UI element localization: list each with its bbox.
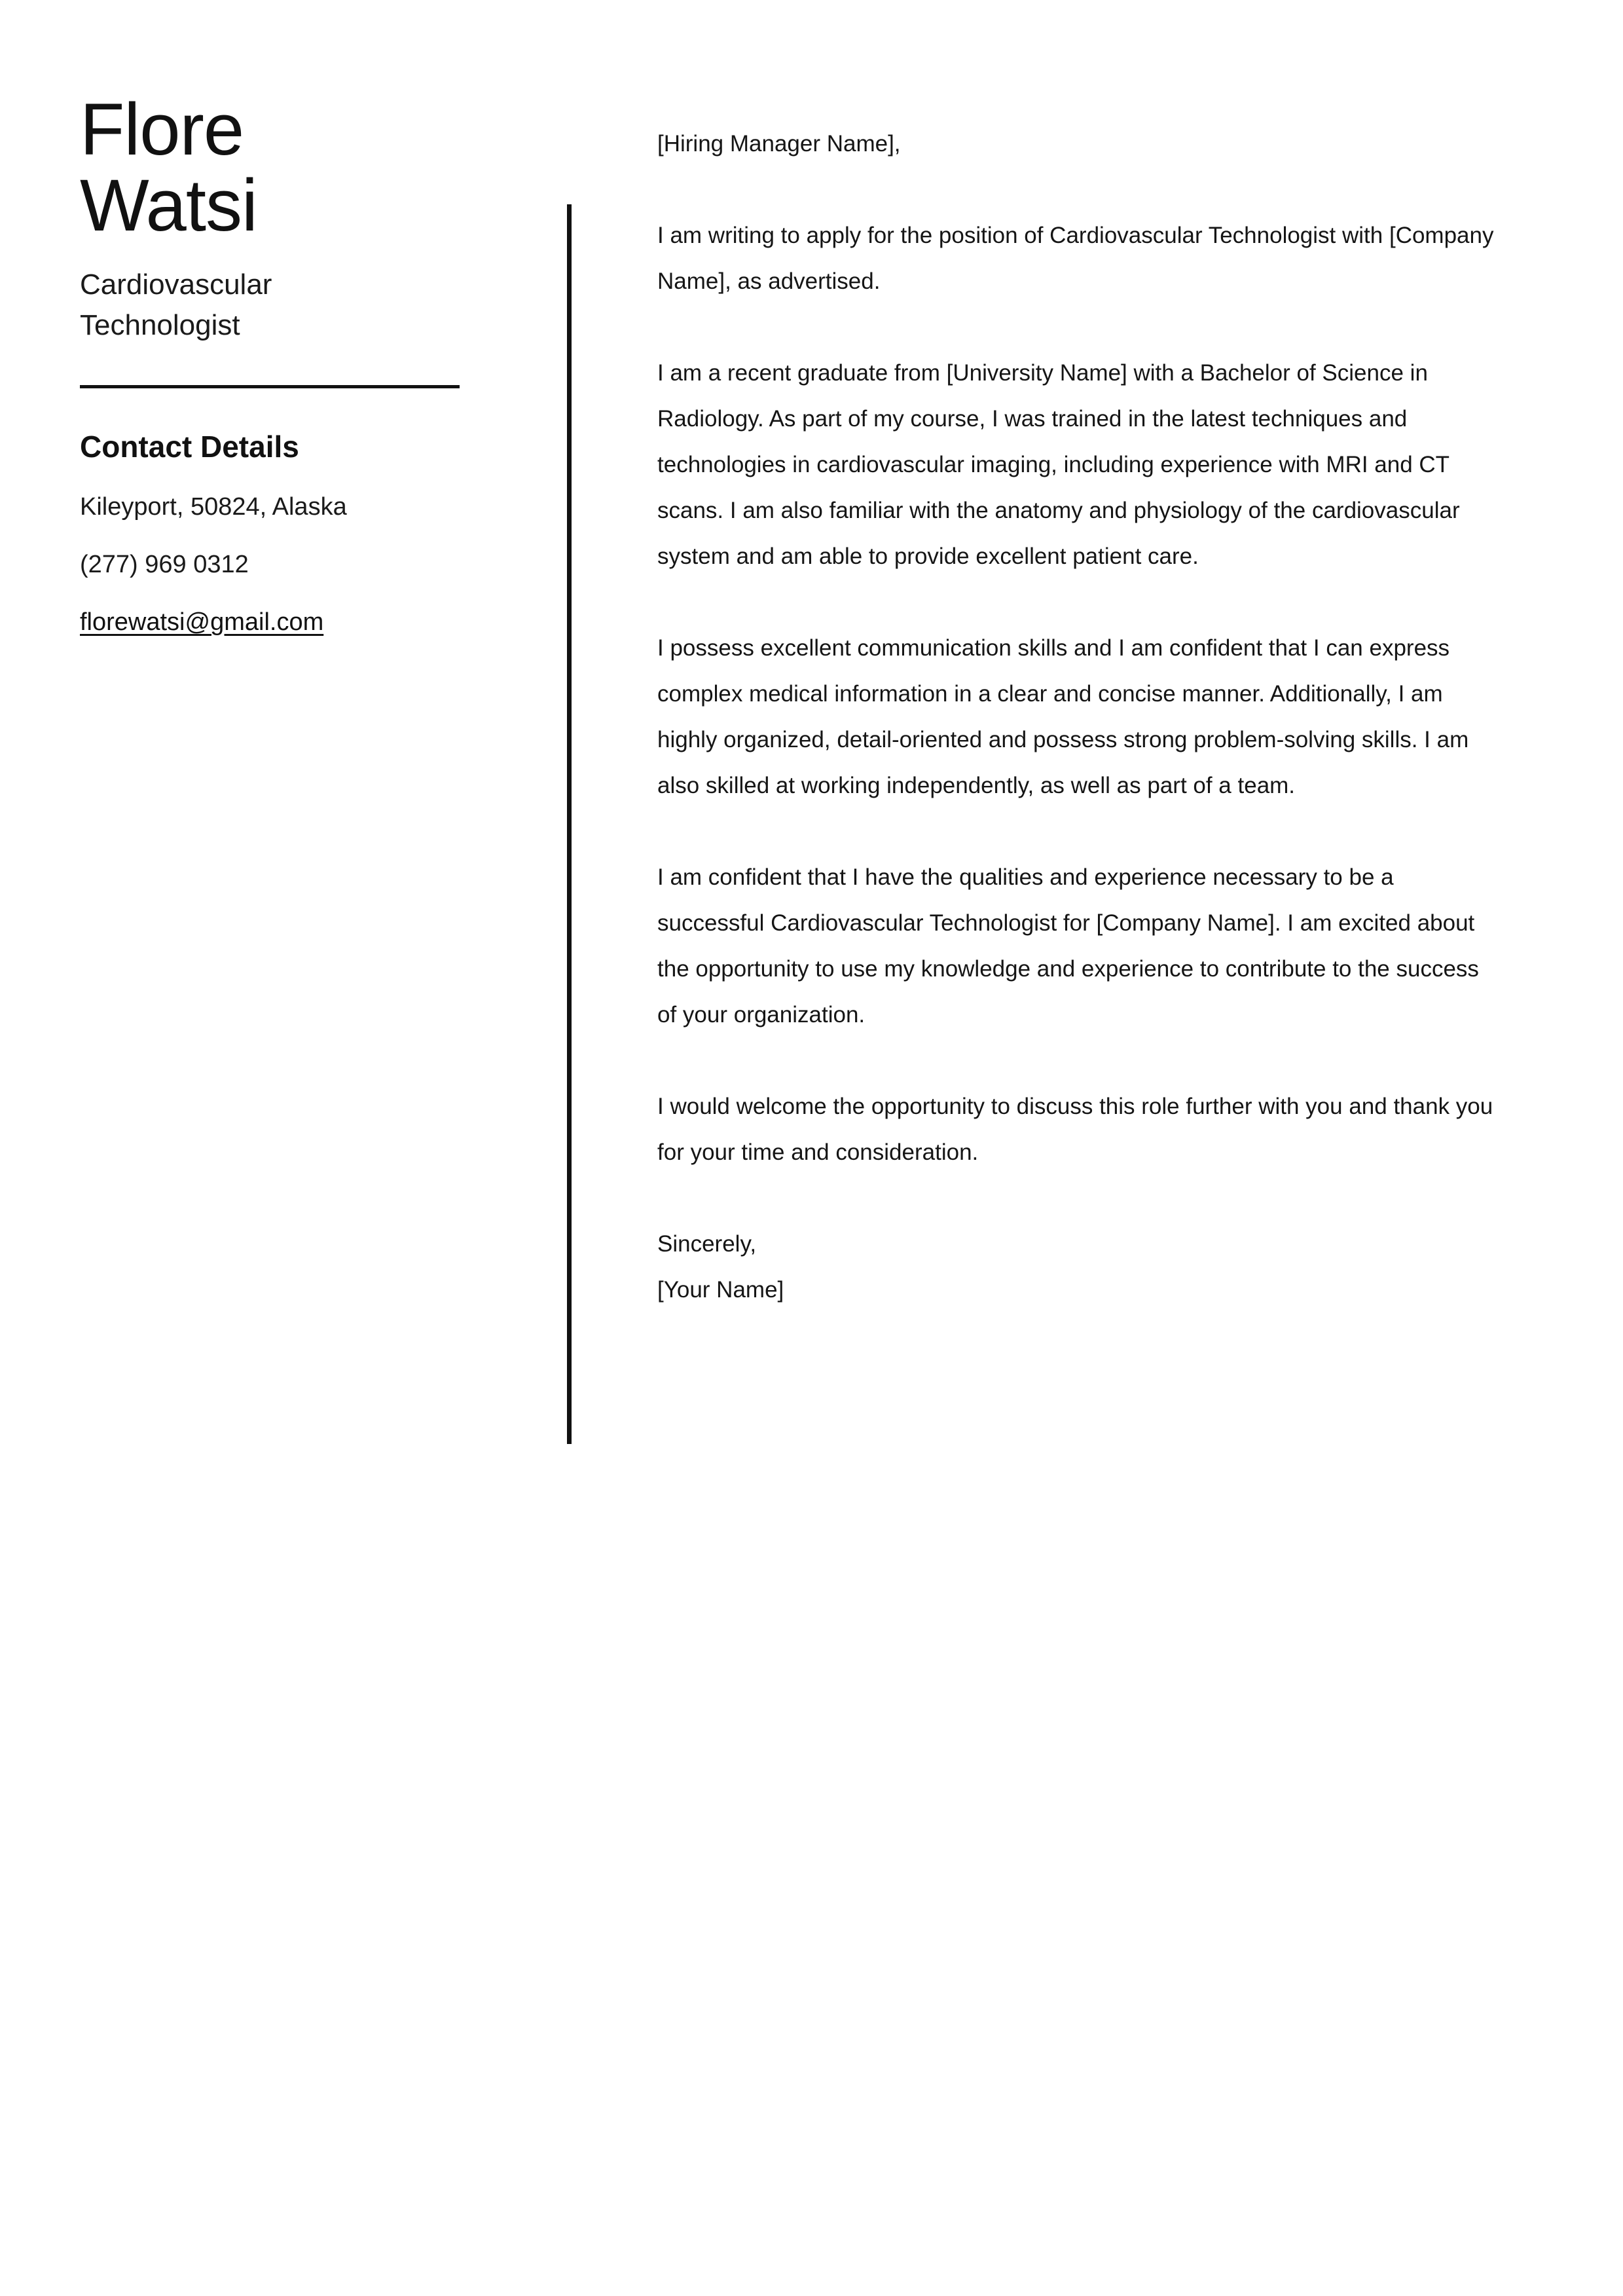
applicant-job-title: Cardiovascular Technologist — [80, 268, 272, 341]
letter-paragraph-2: I am a recent graduate from [University Name] with a Bachelor of Science in Radiology. As part of my course, I was trained in the latest techniques and technologies in cardiovascular imaging, including experience with MRI and CT scans. I am also familiar with the anatomy and physiology of the cardiovascular system and am able to provide excellent patient care. — [657, 360, 1460, 569]
applicant-first-name: Flore — [80, 88, 244, 170]
letter-paragraph-1: I am writing to apply for the position of Cardiovascular Technologist with [Company Name], as advertised. — [657, 223, 1494, 294]
applicant-name — [80, 88, 473, 246]
contact-email-link[interactable]: florewatsi@gmail.com — [80, 608, 324, 636]
contact-phone: (277) 969 0312 — [80, 551, 249, 578]
contact-details-list — [80, 492, 473, 637]
sidebar-divider-rule — [80, 385, 460, 388]
letter-sign-off: Sincerely, — [657, 1231, 757, 1257]
letter-paragraph-4: I am confident that I have the qualities and experience necessary to be a successful Cardiovascular Technologist for [Company Name]. I am excited about the opportunity to use my knowledge and experience to contribute to the success of your organization. — [657, 864, 1479, 1028]
contact-details-heading: Contact Details — [80, 430, 299, 464]
letter-paragraph-3: I possess excellent communication skills and I am confident that I can express complex medical information in a clear and concise manner. Additionally, I am highly organized, detail-oriented and possess strong problem-solving skills. I am also skilled at working independently, as well as part of a team. — [657, 635, 1469, 798]
letter-body — [657, 121, 1502, 1313]
letter-salutation: [Hiring Manager Name], — [657, 131, 901, 157]
letter-signature-name: [Your Name] — [657, 1277, 784, 1303]
sidebar — [80, 88, 473, 637]
applicant-last-name: Watsi — [80, 164, 257, 246]
letter-signature-block — [657, 1221, 1502, 1313]
letter-paragraph-5: I would welcome the opportunity to discuss this role further with you and thank you for your time and consideration. — [657, 1094, 1493, 1165]
contact-address: Kileyport, 50824, Alaska — [80, 493, 347, 521]
column-divider-line — [567, 204, 572, 1444]
